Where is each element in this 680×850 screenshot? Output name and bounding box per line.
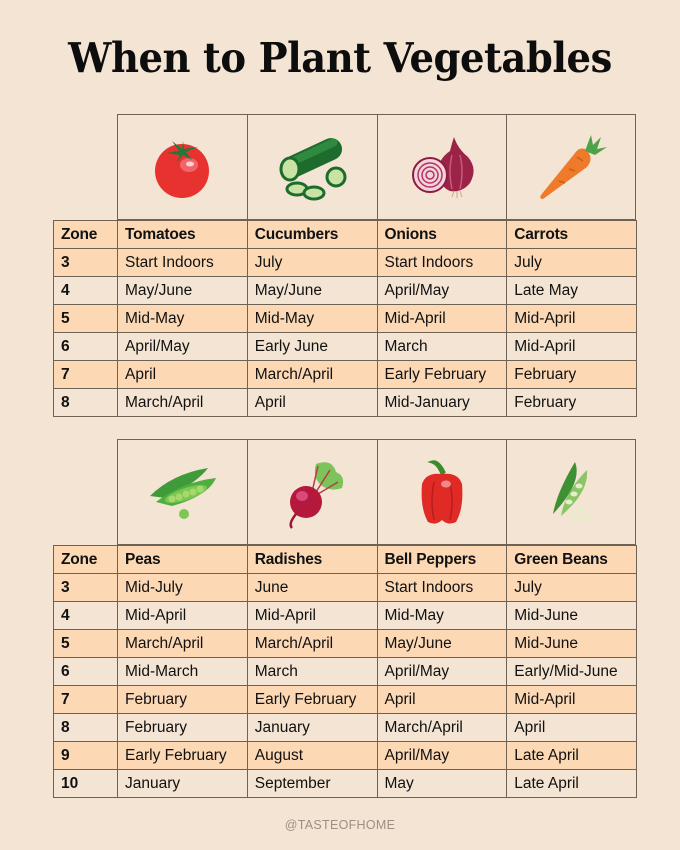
table-cell: August bbox=[247, 742, 377, 770]
table-cell: Start Indoors bbox=[377, 249, 507, 277]
zone-cell: 10 bbox=[54, 770, 118, 798]
planting-table bbox=[53, 220, 637, 417]
image-cell-peas bbox=[117, 439, 247, 545]
tomato-icon bbox=[142, 127, 222, 207]
table-header-row bbox=[54, 546, 637, 574]
zone-cell: 8 bbox=[54, 714, 118, 742]
table-cell: Mid-April bbox=[118, 602, 248, 630]
table-cell: April/May bbox=[118, 333, 248, 361]
carrot-icon bbox=[531, 127, 611, 207]
table-row bbox=[54, 389, 637, 417]
image-cell-tomatoes bbox=[117, 114, 247, 220]
table-cell: September bbox=[247, 770, 377, 798]
table-header-row bbox=[54, 221, 637, 249]
table-cell: April bbox=[247, 389, 377, 417]
zone-cell: 3 bbox=[54, 249, 118, 277]
table-cell: February bbox=[507, 361, 637, 389]
table-cell: March bbox=[247, 658, 377, 686]
table-cell: Mid-April bbox=[247, 602, 377, 630]
table-cell: Early February bbox=[377, 361, 507, 389]
image-cell-green-beans bbox=[506, 439, 636, 545]
column-header-peas: Peas bbox=[118, 546, 248, 574]
zone-cell: 4 bbox=[54, 277, 118, 305]
image-cell-cucumbers bbox=[247, 114, 377, 220]
table-cell: Mid-April bbox=[507, 305, 637, 333]
table-cell: July bbox=[507, 249, 637, 277]
table-cell: Late May bbox=[507, 277, 637, 305]
table-cell: Mid-March bbox=[118, 658, 248, 686]
vegetable-image-row bbox=[117, 439, 636, 545]
table-row bbox=[54, 277, 637, 305]
table-cell: Late April bbox=[507, 770, 637, 798]
page-title: When to Plant Vegetables bbox=[68, 34, 612, 82]
table-row bbox=[54, 305, 637, 333]
zone-cell: 3 bbox=[54, 574, 118, 602]
table-cell: March/April bbox=[118, 389, 248, 417]
table-cell: February bbox=[118, 714, 248, 742]
table-cell: April/May bbox=[377, 742, 507, 770]
table-cell: Mid-January bbox=[377, 389, 507, 417]
zone-cell: 8 bbox=[54, 389, 118, 417]
table-cell: Start Indoors bbox=[377, 574, 507, 602]
table-cell: May/June bbox=[247, 277, 377, 305]
table-cell: Mid-May bbox=[247, 305, 377, 333]
image-cell-radishes bbox=[247, 439, 377, 545]
zone-cell: 7 bbox=[54, 361, 118, 389]
zone-header: Zone bbox=[54, 221, 118, 249]
table-row bbox=[54, 770, 637, 798]
column-header-bell-peppers: Bell Peppers bbox=[377, 546, 507, 574]
table-cell: Mid-April bbox=[507, 333, 637, 361]
zone-cell: 5 bbox=[54, 305, 118, 333]
table-cell: June bbox=[247, 574, 377, 602]
zone-cell: 7 bbox=[54, 686, 118, 714]
planting-table bbox=[53, 545, 637, 798]
table-cell: May/June bbox=[118, 277, 248, 305]
table-cell: April bbox=[118, 361, 248, 389]
table-cell: July bbox=[247, 249, 377, 277]
table-row bbox=[54, 714, 637, 742]
table-cell: April/May bbox=[377, 658, 507, 686]
table-cell: January bbox=[247, 714, 377, 742]
column-header-onions: Onions bbox=[377, 221, 507, 249]
zone-cell: 5 bbox=[54, 630, 118, 658]
column-header-radishes: Radishes bbox=[247, 546, 377, 574]
column-header-tomatoes: Tomatoes bbox=[118, 221, 248, 249]
table-cell: May bbox=[377, 770, 507, 798]
table-cell: Mid-July bbox=[118, 574, 248, 602]
image-cell-bell-peppers bbox=[377, 439, 507, 545]
table-cell: Mid-June bbox=[507, 602, 637, 630]
table-cell: Early June bbox=[247, 333, 377, 361]
table-cell: April bbox=[377, 686, 507, 714]
vegetable-image-row bbox=[117, 114, 636, 220]
table-row bbox=[54, 742, 637, 770]
zone-header: Zone bbox=[54, 546, 118, 574]
zone-cell: 9 bbox=[54, 742, 118, 770]
table-cell: April bbox=[507, 714, 637, 742]
column-header-green-beans: Green Beans bbox=[507, 546, 637, 574]
table-cell: July bbox=[507, 574, 637, 602]
table-cell: January bbox=[118, 770, 248, 798]
table-row bbox=[54, 686, 637, 714]
table-cell: March/April bbox=[118, 630, 248, 658]
table-cell: Early February bbox=[118, 742, 248, 770]
table-cell: February bbox=[118, 686, 248, 714]
table-cell: Mid-June bbox=[507, 630, 637, 658]
table-row bbox=[54, 574, 637, 602]
table-cell: March/April bbox=[247, 630, 377, 658]
table-cell: Early/Mid-June bbox=[507, 658, 637, 686]
zone-cell: 4 bbox=[54, 602, 118, 630]
table-cell: March bbox=[377, 333, 507, 361]
footer-handle: @TASTEOFHOME bbox=[284, 818, 396, 832]
onion-icon bbox=[402, 127, 482, 207]
image-cell-onions bbox=[377, 114, 507, 220]
cucumber-icon bbox=[272, 127, 352, 207]
table-cell: Mid-April bbox=[377, 305, 507, 333]
table-row bbox=[54, 630, 637, 658]
table-cell: Mid-April bbox=[507, 686, 637, 714]
table-row bbox=[54, 361, 637, 389]
table-cell: Early February bbox=[247, 686, 377, 714]
zone-cell: 6 bbox=[54, 333, 118, 361]
table-cell: Start Indoors bbox=[118, 249, 248, 277]
table-cell: Mid-May bbox=[118, 305, 248, 333]
table-cell: March/April bbox=[247, 361, 377, 389]
table-cell: May/June bbox=[377, 630, 507, 658]
image-cell-carrots bbox=[506, 114, 636, 220]
table-cell: February bbox=[507, 389, 637, 417]
table-cell: Mid-May bbox=[377, 602, 507, 630]
table-cell: Late April bbox=[507, 742, 637, 770]
table-row bbox=[54, 249, 637, 277]
table-cell: March/April bbox=[377, 714, 507, 742]
pea-pod-icon bbox=[142, 452, 222, 532]
column-header-carrots: Carrots bbox=[507, 221, 637, 249]
green-beans-icon bbox=[531, 452, 611, 532]
table-row bbox=[54, 658, 637, 686]
radish-icon bbox=[272, 452, 352, 532]
column-header-cucumbers: Cucumbers bbox=[247, 221, 377, 249]
table-row bbox=[54, 333, 637, 361]
zone-cell: 6 bbox=[54, 658, 118, 686]
table-row bbox=[54, 602, 637, 630]
table-cell: April/May bbox=[377, 277, 507, 305]
bell-pepper-icon bbox=[402, 452, 482, 532]
